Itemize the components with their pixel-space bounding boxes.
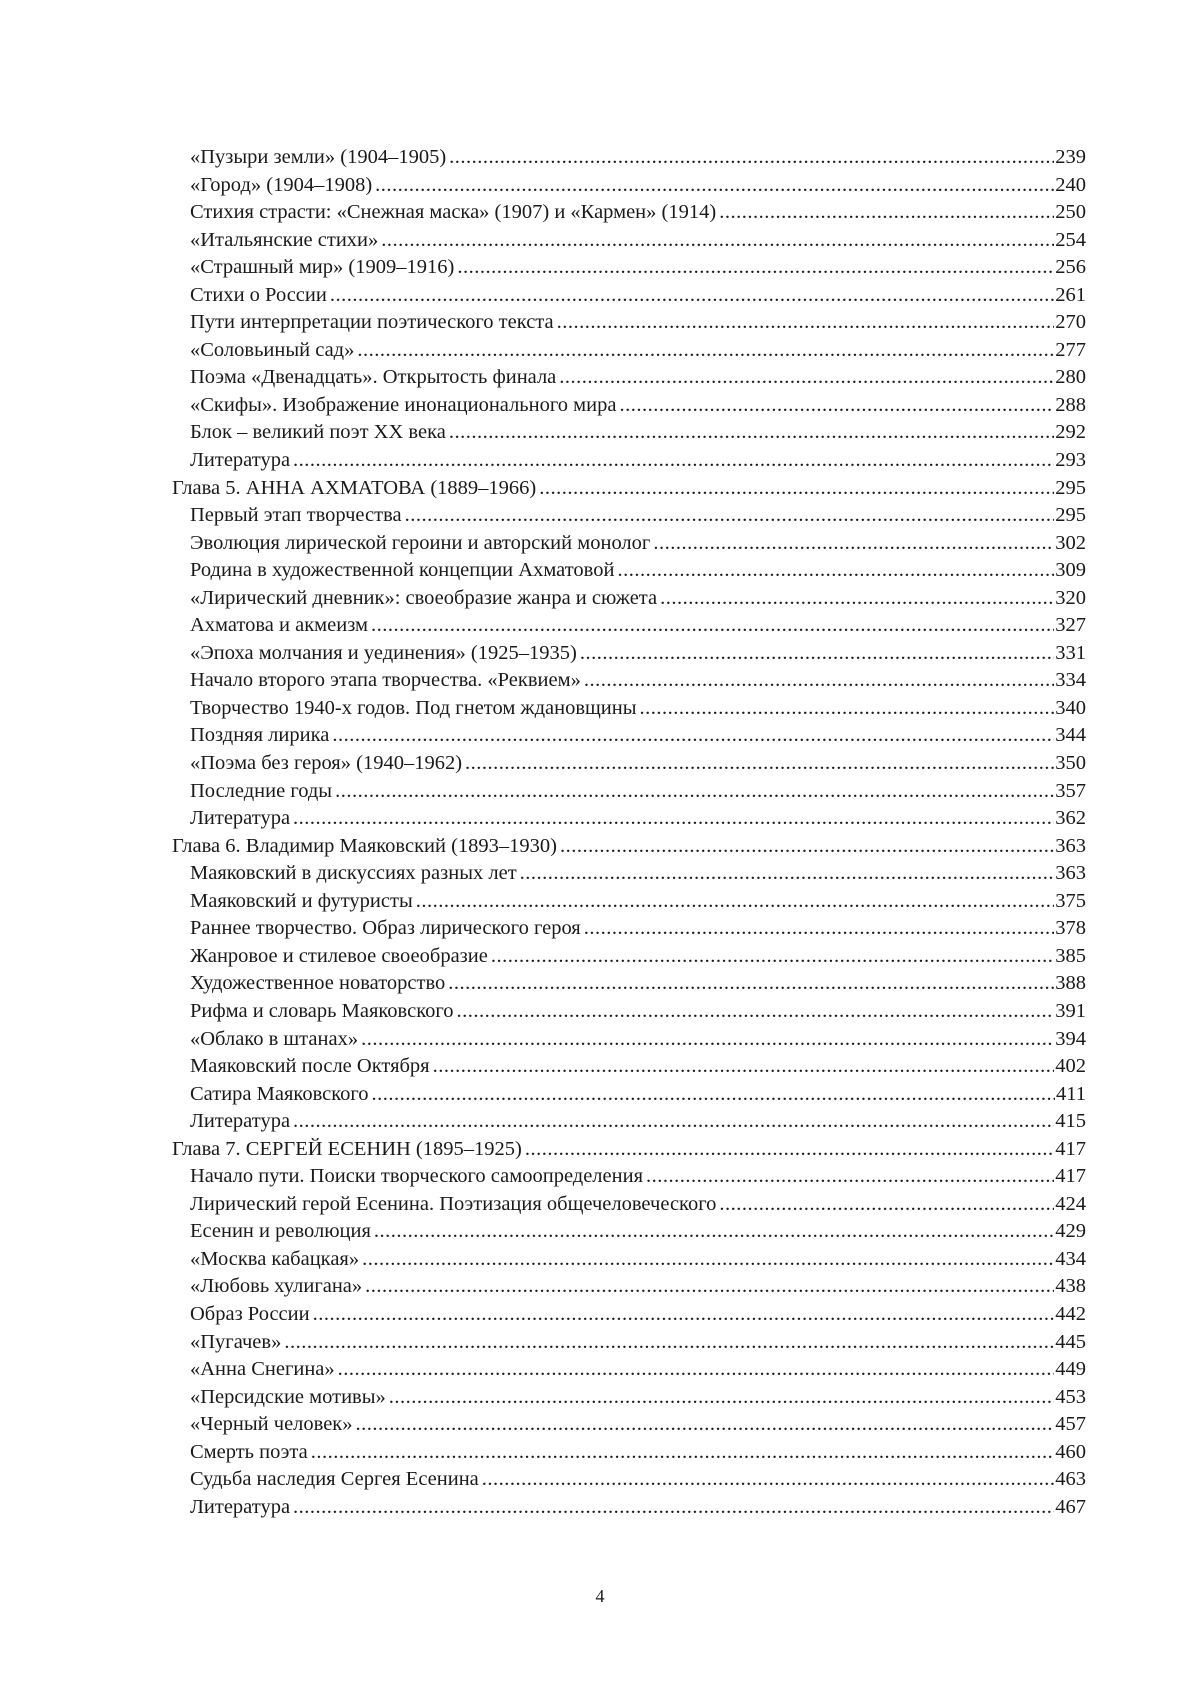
toc-section-entry bbox=[172, 419, 1086, 447]
toc-entry-title: Маяковский в дискуссиях разных лет bbox=[190, 862, 517, 885]
toc-section-entry bbox=[172, 667, 1086, 695]
toc-entry-title: Пути интерпретации поэтического текста bbox=[190, 311, 554, 334]
toc-entry-title: Начало пути. Поиски творческого самоопределения bbox=[190, 1165, 644, 1188]
dot-leader bbox=[362, 1246, 1054, 1274]
dot-leader bbox=[361, 1026, 1054, 1054]
toc-entry-page: 411 bbox=[1056, 1082, 1086, 1105]
toc-entry-page: 457 bbox=[1055, 1413, 1086, 1436]
dot-leader bbox=[457, 254, 1054, 282]
toc-section-entry bbox=[172, 805, 1086, 833]
toc-entry-title: Литература bbox=[190, 1110, 291, 1133]
dot-leader bbox=[416, 888, 1055, 916]
toc-entry-page: 453 bbox=[1055, 1385, 1086, 1408]
toc-entry-title: Творчество 1940-х годов. Под гнетом ждановщины bbox=[190, 696, 637, 719]
dot-leader bbox=[539, 475, 1054, 503]
toc-entry-title: Рифма и словарь Маяковского bbox=[190, 999, 454, 1022]
dot-leader bbox=[584, 667, 1054, 695]
toc-entry-title: Лирический герой Есенина. Поэтизация общечеловеческого bbox=[190, 1192, 717, 1215]
dot-leader bbox=[557, 309, 1055, 337]
toc-section-entry bbox=[172, 970, 1086, 998]
toc-section-entry bbox=[172, 1273, 1086, 1301]
toc-section-entry bbox=[172, 888, 1086, 916]
dot-leader bbox=[719, 1191, 1054, 1219]
toc-entry-title: Родина в художественной концепции Ахматовой bbox=[190, 559, 615, 582]
toc-section-entry bbox=[172, 585, 1086, 613]
toc-entry-page: 434 bbox=[1055, 1247, 1086, 1270]
toc-entry-page: 391 bbox=[1055, 999, 1086, 1022]
toc-entry-page: 357 bbox=[1055, 779, 1086, 802]
toc-entry-title: Маяковский и футуристы bbox=[190, 889, 413, 912]
toc-section-entry bbox=[172, 1439, 1086, 1467]
dot-leader bbox=[584, 915, 1055, 943]
toc-chapter-entry bbox=[172, 1136, 1086, 1164]
toc-section-entry bbox=[172, 1494, 1086, 1522]
dot-leader bbox=[433, 1053, 1055, 1081]
toc-entry-title: Блок – великий поэт XX века bbox=[190, 421, 446, 444]
dot-leader bbox=[719, 199, 1054, 227]
dot-leader bbox=[330, 282, 1054, 310]
toc-entry-page: 449 bbox=[1055, 1358, 1086, 1381]
toc-entry-page: 424 bbox=[1055, 1192, 1086, 1215]
toc-entry-page: 309 bbox=[1055, 559, 1086, 582]
toc-section-entry bbox=[172, 998, 1086, 1026]
toc-entry-page: 463 bbox=[1055, 1468, 1086, 1491]
toc-entry-page: 362 bbox=[1055, 807, 1086, 830]
dot-leader bbox=[617, 557, 1054, 585]
toc-section-entry bbox=[172, 447, 1086, 475]
dot-leader bbox=[559, 364, 1054, 392]
toc-entry-page: 363 bbox=[1055, 834, 1086, 857]
dot-leader bbox=[332, 722, 1054, 750]
toc-entry-page: 344 bbox=[1055, 724, 1086, 747]
toc-entry-page: 442 bbox=[1055, 1302, 1086, 1325]
toc-entry-page: 277 bbox=[1055, 338, 1086, 361]
toc-section-entry bbox=[172, 778, 1086, 806]
toc-entry-page: 240 bbox=[1055, 173, 1086, 196]
toc-entry-page: 445 bbox=[1055, 1330, 1086, 1353]
toc-entry-title: Сатира Маяковского bbox=[190, 1082, 369, 1105]
toc-entry-title: «Москва кабацкая» bbox=[190, 1247, 360, 1270]
dot-leader bbox=[465, 750, 1054, 778]
toc-entry-title: Стихи о России bbox=[190, 283, 327, 306]
dot-leader bbox=[357, 337, 1054, 365]
dot-leader bbox=[660, 585, 1054, 613]
toc-section-entry bbox=[172, 915, 1086, 943]
dot-leader bbox=[482, 1466, 1054, 1494]
dot-leader bbox=[313, 1301, 1055, 1329]
toc-section-entry bbox=[172, 530, 1086, 558]
toc-section-entry bbox=[172, 1026, 1086, 1054]
dot-leader bbox=[293, 1108, 1054, 1136]
toc-entry-title: «Страшный мир» (1909–1916) bbox=[190, 256, 455, 279]
toc-entry-page: 385 bbox=[1055, 944, 1086, 967]
toc-entry-page: 256 bbox=[1055, 256, 1086, 279]
toc-entry-title: Жанровое и стилевое своеобразие bbox=[190, 944, 488, 967]
toc-entry-page: 302 bbox=[1055, 531, 1086, 554]
toc-entry-page: 270 bbox=[1055, 311, 1086, 334]
dot-leader bbox=[646, 1163, 1054, 1191]
toc-section-entry bbox=[172, 943, 1086, 971]
toc-section-entry bbox=[172, 695, 1086, 723]
toc-section-entry bbox=[172, 199, 1086, 227]
toc-entry-page: 467 bbox=[1055, 1495, 1086, 1518]
toc-chapter-entry bbox=[172, 833, 1086, 861]
toc-entry-page: 261 bbox=[1055, 283, 1086, 306]
toc-entry-title: Начало второго этапа творчества. «Реквием» bbox=[190, 669, 581, 692]
dot-leader bbox=[449, 419, 1054, 447]
toc-entry-title: «Любовь хулигана» bbox=[190, 1275, 363, 1298]
dot-leader bbox=[311, 1439, 1055, 1467]
toc-entry-page: 280 bbox=[1055, 366, 1086, 389]
dot-leader bbox=[449, 144, 1054, 172]
toc-entry-page: 388 bbox=[1055, 972, 1086, 995]
toc-entry-title: Есенин и революция bbox=[190, 1220, 371, 1243]
dot-leader bbox=[619, 392, 1054, 420]
toc-entry-page: 327 bbox=[1055, 614, 1086, 637]
toc-section-entry bbox=[172, 1053, 1086, 1081]
dot-leader bbox=[375, 172, 1054, 200]
toc-section-entry bbox=[172, 1384, 1086, 1412]
toc-section-entry bbox=[172, 502, 1086, 530]
toc-entry-page: 292 bbox=[1055, 421, 1086, 444]
toc-entry-page: 250 bbox=[1055, 201, 1086, 224]
dot-leader bbox=[405, 502, 1055, 530]
toc-entry-page: 394 bbox=[1055, 1027, 1086, 1050]
toc-section-entry bbox=[172, 1329, 1086, 1357]
dot-leader bbox=[520, 860, 1055, 888]
toc-section-entry bbox=[172, 722, 1086, 750]
toc-entry-title: «Черный человек» bbox=[190, 1413, 353, 1436]
toc-entry-title: Глава 5. АННА АХМАТОВА (1889–1966) bbox=[172, 476, 537, 499]
toc-entry-title: «Лирический дневник»: своеобразие жанра и сюжета bbox=[190, 586, 658, 609]
dot-leader bbox=[335, 778, 1054, 806]
toc-entry-title: Литература bbox=[190, 1495, 291, 1518]
toc-entry-title: Первый этап творчества bbox=[190, 504, 402, 527]
dot-leader bbox=[457, 998, 1055, 1026]
toc-entry-title: Последние годы bbox=[190, 779, 333, 802]
toc-entry-title: Глава 6. Владимир Маяковский (1893–1930) bbox=[172, 834, 558, 857]
toc-entry-title: «Эпоха молчания и уединения» (1925–1935) bbox=[190, 641, 577, 664]
toc-section-entry bbox=[172, 1163, 1086, 1191]
toc-entry-title: «Анна Снегина» bbox=[190, 1358, 335, 1381]
toc-entry-title: «Пузыри земли» (1904–1905) bbox=[190, 146, 447, 168]
toc-entry-title: Поздняя лирика bbox=[190, 724, 330, 747]
toc-entry-page: 378 bbox=[1055, 917, 1086, 940]
toc-section-entry bbox=[172, 1301, 1086, 1329]
toc-entry-title: «Итальянские стихи» bbox=[190, 228, 379, 251]
toc-entry-page: 340 bbox=[1055, 696, 1086, 719]
dot-leader bbox=[338, 1356, 1055, 1384]
dot-leader bbox=[293, 447, 1054, 475]
toc-section-entry bbox=[172, 1356, 1086, 1384]
toc-entry-page: 417 bbox=[1055, 1165, 1086, 1188]
toc-section-entry bbox=[172, 1411, 1086, 1439]
toc-entry-title: Художественное новаторство bbox=[190, 972, 446, 995]
toc-entry-title: Глава 7. СЕРГЕЙ ЕСЕНИН (1895–1925) bbox=[172, 1137, 522, 1160]
toc-entry-page: 293 bbox=[1055, 449, 1086, 472]
dot-leader bbox=[374, 1218, 1054, 1246]
toc-entry-title: «Поэма без героя» (1940–1962) bbox=[190, 752, 463, 775]
dot-leader bbox=[293, 805, 1054, 833]
toc-entry-title: «Город» (1904–1908) bbox=[190, 173, 373, 196]
toc-entry-title: Судьба наследия Сергея Есенина bbox=[190, 1468, 479, 1491]
dot-leader bbox=[560, 833, 1054, 861]
toc-entry-page: 334 bbox=[1055, 669, 1086, 692]
toc-entry-page: 320 bbox=[1055, 586, 1086, 609]
dot-leader bbox=[365, 1273, 1054, 1301]
toc-section-entry bbox=[172, 1081, 1086, 1109]
toc-section-entry bbox=[172, 1466, 1086, 1494]
dot-leader bbox=[525, 1136, 1054, 1164]
toc-entry-title: Маяковский после Октября bbox=[190, 1055, 430, 1078]
toc-entry-title: Эволюция лирической героини и авторский монолог bbox=[190, 531, 651, 554]
toc-section-entry bbox=[172, 1218, 1086, 1246]
dot-leader bbox=[389, 1384, 1055, 1412]
toc-entry-page: 350 bbox=[1055, 752, 1086, 775]
dot-leader bbox=[448, 970, 1054, 998]
toc-entry-page: 415 bbox=[1055, 1110, 1086, 1133]
toc-section-entry bbox=[172, 282, 1086, 310]
toc-section-entry bbox=[172, 750, 1086, 778]
table-of-contents bbox=[172, 144, 1086, 1521]
toc-section-entry bbox=[172, 612, 1086, 640]
toc-entry-page: 438 bbox=[1055, 1275, 1086, 1298]
toc-section-entry bbox=[172, 860, 1086, 888]
toc-chapter-entry bbox=[172, 475, 1086, 503]
toc-section-entry bbox=[172, 1108, 1086, 1136]
toc-entry-title: Стихия страсти: «Снежная маска» (1907) и «Кармен» (1914) bbox=[190, 201, 717, 224]
toc-entry-title: Раннее творчество. Образ лирического героя bbox=[190, 917, 581, 940]
toc-entry-title: Поэма «Двенадцать». Открытость финала bbox=[190, 366, 557, 389]
toc-section-entry bbox=[172, 1246, 1086, 1274]
toc-entry-page: 239 bbox=[1055, 146, 1086, 168]
toc-entry-title: Образ России bbox=[190, 1302, 310, 1325]
toc-section-entry bbox=[172, 364, 1086, 392]
dot-leader bbox=[372, 1081, 1055, 1109]
page-number: 4 bbox=[595, 1586, 605, 1606]
dot-leader bbox=[356, 1411, 1055, 1439]
toc-entry-page: 295 bbox=[1055, 504, 1086, 527]
toc-entry-title: «Персидские мотивы» bbox=[190, 1385, 386, 1408]
toc-section-entry bbox=[172, 227, 1086, 255]
toc-entry-page: 254 bbox=[1055, 228, 1086, 251]
toc-entry-title: Смерть поэта bbox=[190, 1440, 308, 1463]
toc-section-entry bbox=[172, 392, 1086, 420]
toc-entry-title: Ахматова и акмеизм bbox=[190, 614, 369, 637]
dot-leader bbox=[293, 1494, 1054, 1522]
toc-entry-title: «Скифы». Изображение инонационального мира bbox=[190, 393, 617, 416]
toc-entry-page: 363 bbox=[1055, 862, 1086, 885]
toc-entry-title: «Облако в штанах» bbox=[190, 1027, 359, 1050]
toc-entry-title: «Пугачев» bbox=[190, 1330, 282, 1353]
toc-entry-title: «Соловьиный сад» bbox=[190, 338, 355, 361]
dot-leader bbox=[580, 640, 1054, 668]
toc-section-entry bbox=[172, 640, 1086, 668]
dot-leader bbox=[491, 943, 1054, 971]
toc-section-entry bbox=[172, 254, 1086, 282]
toc-entry-title: Литература bbox=[190, 449, 291, 472]
toc-entry-page: 295 bbox=[1055, 476, 1086, 499]
toc-entry-page: 402 bbox=[1055, 1055, 1086, 1078]
dot-leader bbox=[381, 227, 1054, 255]
toc-section-entry bbox=[172, 557, 1086, 585]
toc-section-entry bbox=[172, 1191, 1086, 1219]
toc-section-entry bbox=[172, 309, 1086, 337]
toc-entry-page: 429 bbox=[1055, 1220, 1086, 1243]
dot-leader bbox=[640, 695, 1055, 723]
toc-entry-page: 460 bbox=[1055, 1440, 1086, 1463]
toc-section-entry bbox=[172, 144, 1086, 172]
dot-leader bbox=[284, 1329, 1054, 1357]
dot-leader bbox=[653, 530, 1054, 558]
toc-entry-page: 417 bbox=[1055, 1137, 1086, 1160]
toc-section-entry bbox=[172, 172, 1086, 200]
dot-leader bbox=[371, 612, 1054, 640]
toc-entry-page: 288 bbox=[1055, 393, 1086, 416]
toc-section-entry bbox=[172, 337, 1086, 365]
toc-entry-title: Литература bbox=[190, 807, 291, 830]
toc-entry-page: 331 bbox=[1055, 641, 1086, 664]
toc-entry-page: 375 bbox=[1055, 889, 1086, 912]
